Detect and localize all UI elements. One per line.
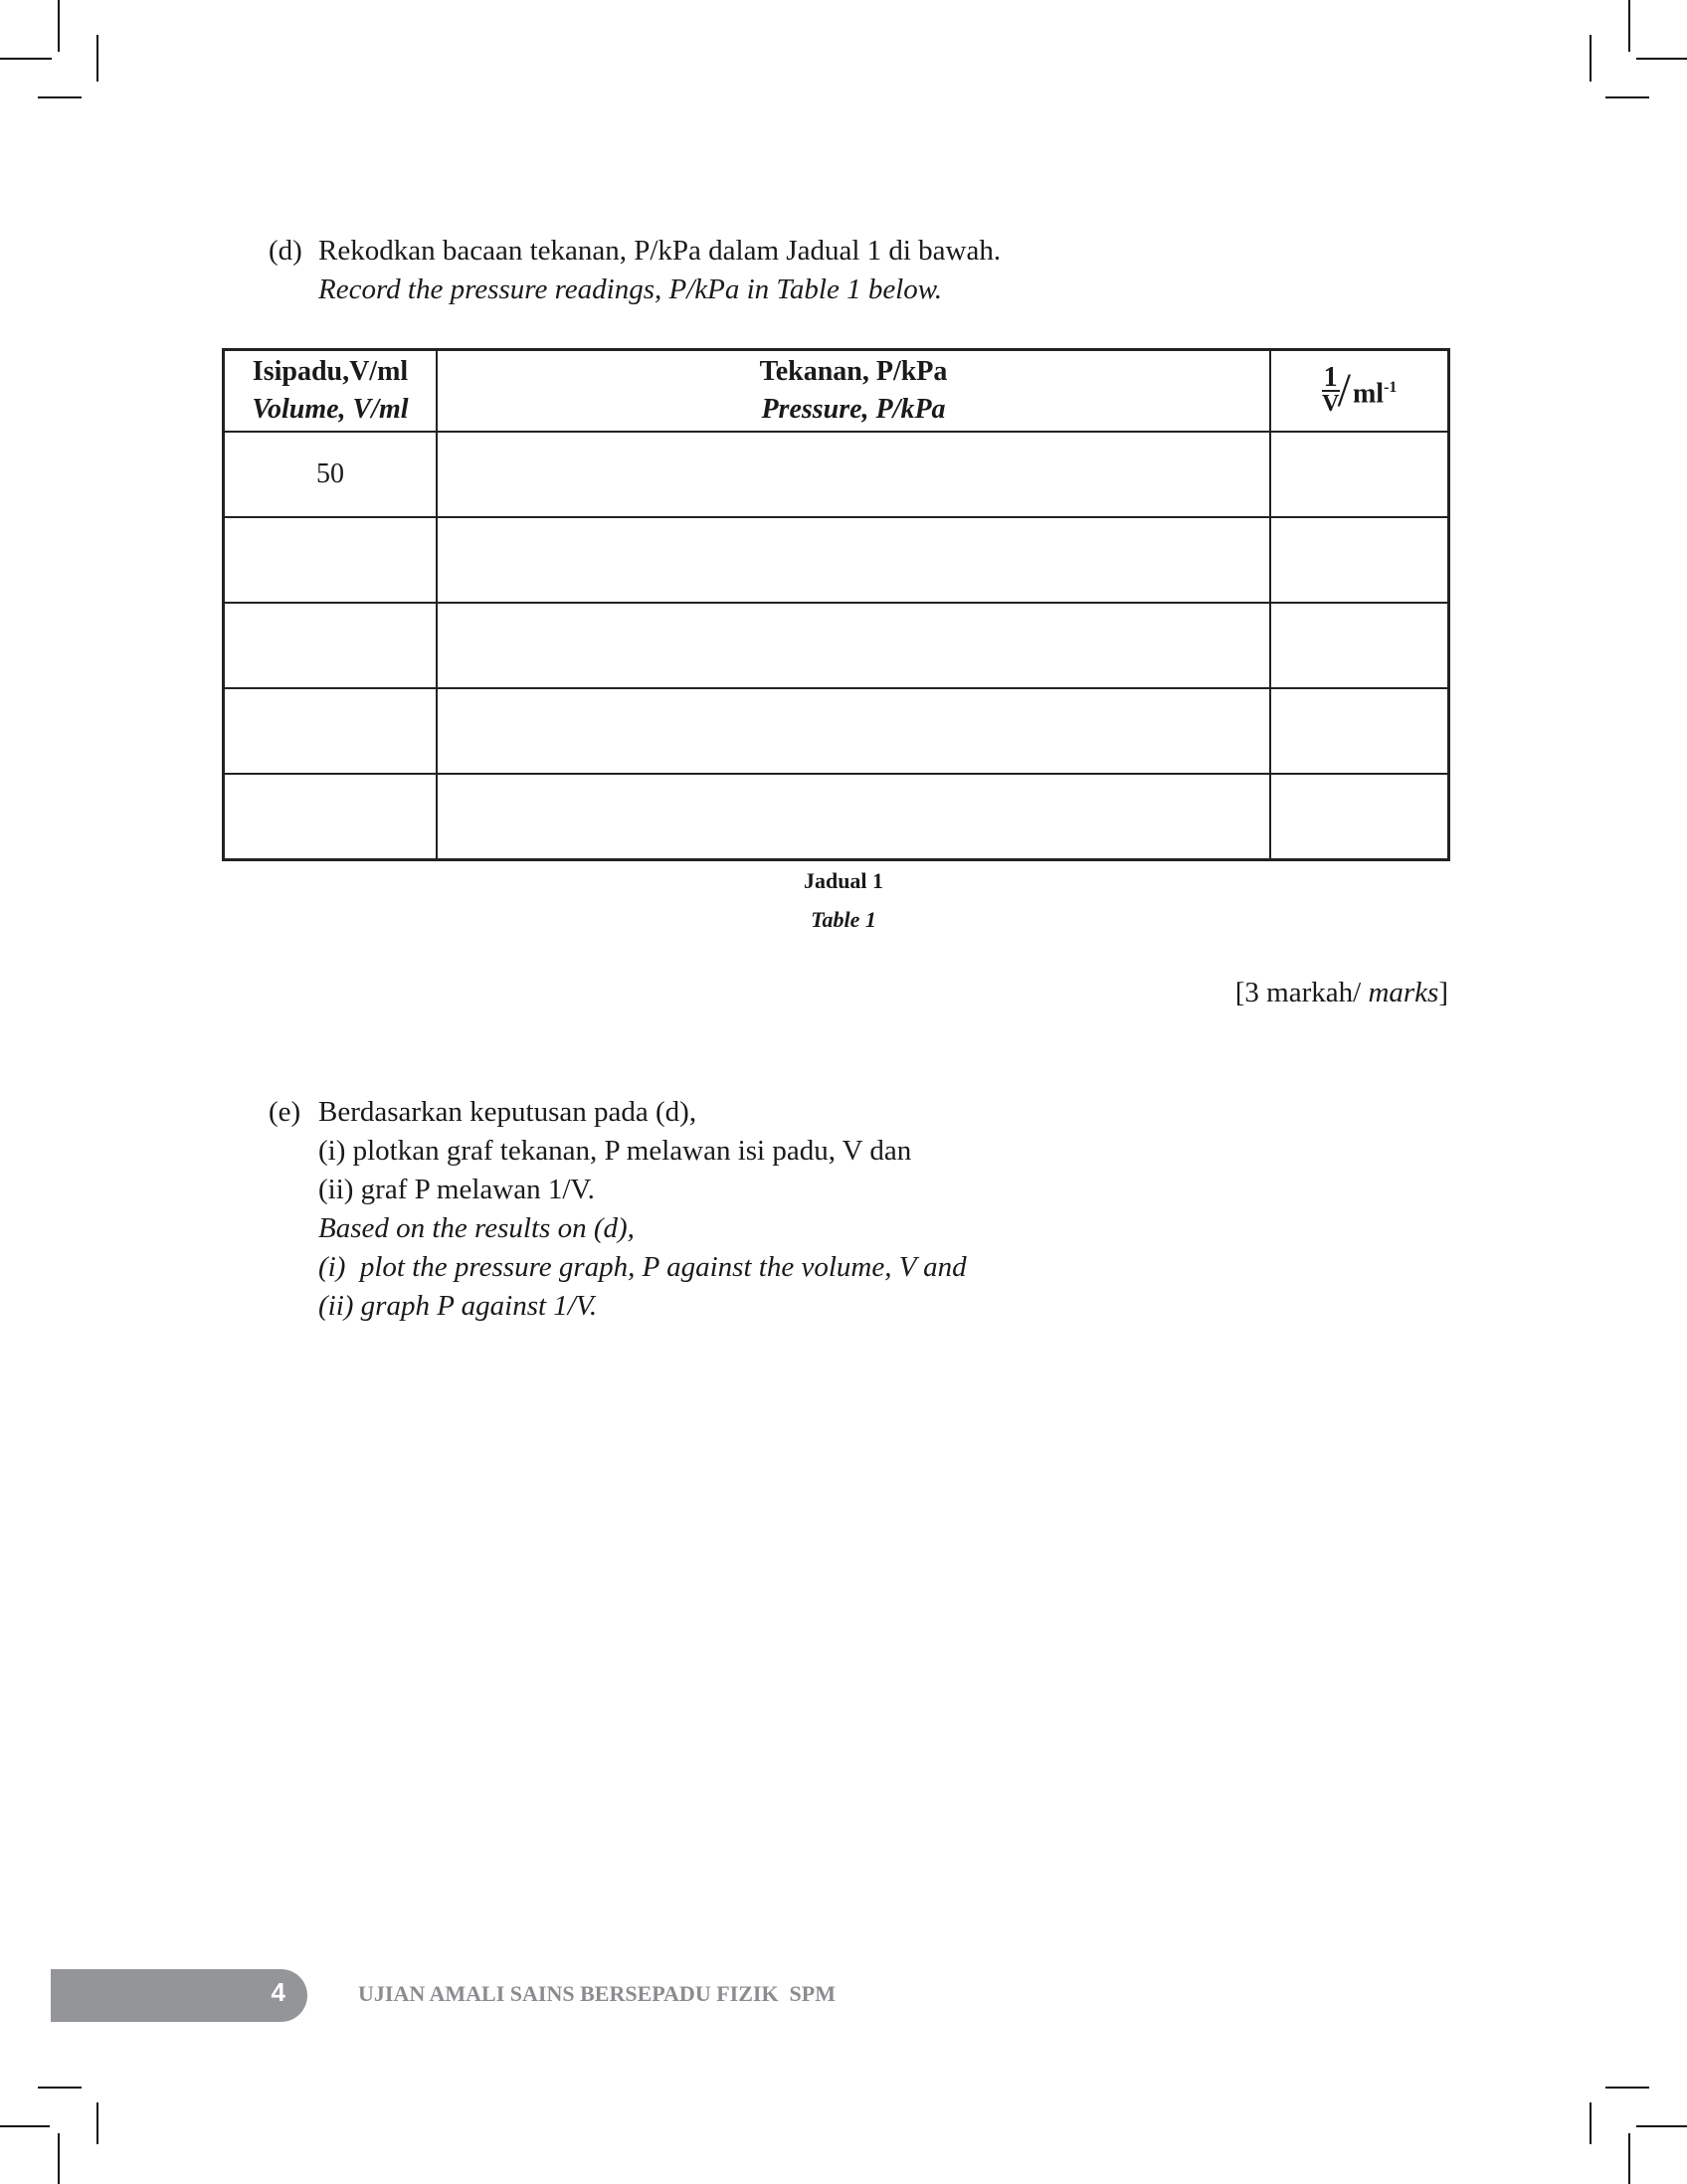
crop-mark [1605, 96, 1649, 98]
marks-allocation: [3 markah/ marks] [1234, 977, 1448, 1008]
question-e-english-ii: (ii) graph P against 1/V. [318, 1290, 598, 1322]
table-row [224, 603, 1449, 688]
crop-mark [0, 2125, 50, 2127]
crop-mark [58, 0, 60, 52]
cell-pressure[interactable] [437, 688, 1270, 774]
crop-mark [1590, 35, 1592, 82]
footer-page-tab [51, 1969, 307, 2022]
question-d-label: (d) [269, 235, 302, 267]
table-caption-malay: Jadual 1 [803, 868, 884, 893]
cell-inverse-volume[interactable] [1270, 774, 1449, 860]
footer-book-title: UJIAN AMALI SAINS BERSEPADU FIZIK SPM [358, 1981, 836, 2006]
crop-mark [38, 2087, 82, 2089]
header-inverse-volume: $\frac{1}{V}$ $/ml^{-1}$ [1270, 350, 1449, 433]
crop-mark [1636, 2125, 1687, 2127]
crop-mark [1628, 2133, 1630, 2184]
cell-inverse-volume[interactable] [1270, 688, 1449, 774]
crop-mark [0, 58, 52, 60]
table-header-row [224, 350, 1449, 433]
crop-mark [1590, 2102, 1592, 2144]
header-volume-english: Volume, V/ml [252, 394, 409, 425]
table-row [224, 517, 1449, 603]
unit-ml-inverse: $ml^{-1}$ [1352, 378, 1398, 410]
cell-volume[interactable]: 50 [224, 432, 438, 517]
question-e-malay-ii: (ii) graf P melawan 1/V. [318, 1174, 595, 1205]
cell-volume[interactable] [224, 688, 438, 774]
cell-inverse-volume[interactable] [1270, 603, 1449, 688]
table-row [224, 432, 1449, 517]
header-volume-malay: Isipadu,V/ml [252, 356, 409, 387]
crop-mark [96, 35, 98, 82]
crop-mark [58, 2133, 60, 2184]
crop-mark [1628, 0, 1630, 52]
question-e-malay-i: (i) plotkan graf tekanan, P melawan isi padu, V dan [318, 1135, 912, 1167]
header-pressure [437, 350, 1270, 433]
header-pressure-english: Pressure, P/kPa [761, 394, 946, 425]
question-e-label: (e) [269, 1096, 301, 1128]
question-e-malay-intro: Berdasarkan keputusan pada (d), [318, 1096, 697, 1128]
table-row [224, 688, 1449, 774]
question-e-english-intro: Based on the results on (d), [318, 1212, 635, 1244]
cell-volume[interactable] [224, 603, 438, 688]
cell-volume[interactable] [224, 517, 438, 603]
cell-pressure[interactable] [437, 517, 1270, 603]
cell-volume[interactable] [224, 774, 438, 860]
crop-mark [1605, 2087, 1649, 2089]
cell-pressure[interactable] [437, 774, 1270, 860]
cell-inverse-volume[interactable] [1270, 432, 1449, 517]
question-d-english: Record the pressure readings, P/kPa in Table 1 below. [318, 273, 943, 305]
crop-mark [38, 96, 82, 98]
cell-pressure[interactable] [437, 603, 1270, 688]
header-pressure-malay: Tekanan, P/kPa [759, 356, 948, 387]
pressure-table [222, 348, 1450, 861]
question-e-english-i: (i) plot the pressure graph, P against the volume, V and [318, 1251, 967, 1283]
cell-inverse-volume[interactable] [1270, 517, 1449, 603]
question-d-malay: Rekodkan bacaan tekanan, P/kPa dalam Jadual 1 di bawah. [318, 235, 1002, 267]
table-row [224, 774, 1449, 860]
cell-pressure[interactable] [437, 432, 1270, 517]
crop-mark [1636, 58, 1687, 60]
crop-mark [96, 2102, 98, 2144]
page-number: 4 [271, 1977, 285, 2007]
table-caption-english: Table 1 [811, 907, 876, 932]
header-volume [224, 350, 438, 433]
fraction-1-over-v: $\frac{1}{V}$ [1321, 362, 1340, 417]
